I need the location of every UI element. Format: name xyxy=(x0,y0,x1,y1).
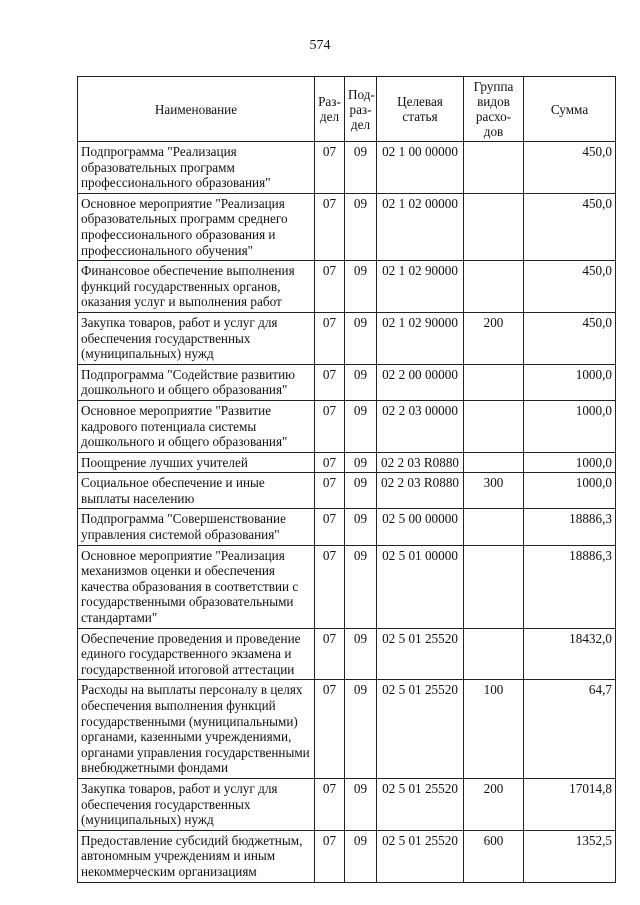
cell-razdel: 07 xyxy=(315,364,345,400)
cell-gruppa: 600 xyxy=(464,830,524,882)
cell-gruppa xyxy=(464,545,524,628)
cell-name: Социальное обеспечение и иные выплаты населению xyxy=(78,473,315,509)
cell-gruppa xyxy=(464,142,524,194)
cell-podrazdel: 09 xyxy=(345,312,377,364)
cell-name: Основное мероприятие "Реализация механизмов оценки и обеспечения качества образования в соответствии с государственными образовательными стандартами" xyxy=(78,545,315,628)
cell-podrazdel: 09 xyxy=(345,680,377,779)
cell-celevaya: 02 5 01 00000 xyxy=(377,545,464,628)
cell-summa: 1000,0 xyxy=(524,473,616,509)
cell-gruppa xyxy=(464,364,524,400)
cell-celevaya: 02 1 02 90000 xyxy=(377,261,464,313)
header-gruppa: Группа видов расхо-дов xyxy=(464,77,524,142)
cell-summa: 450,0 xyxy=(524,142,616,194)
table-row xyxy=(78,830,616,882)
table-row xyxy=(78,545,616,628)
cell-razdel: 07 xyxy=(315,400,345,452)
cell-summa: 18886,3 xyxy=(524,509,616,545)
cell-gruppa xyxy=(464,193,524,260)
cell-razdel: 07 xyxy=(315,312,345,364)
table-header xyxy=(78,77,616,142)
table-row xyxy=(78,628,616,680)
cell-podrazdel: 09 xyxy=(345,400,377,452)
cell-summa: 1000,0 xyxy=(524,400,616,452)
cell-podrazdel: 09 xyxy=(345,473,377,509)
cell-razdel: 07 xyxy=(315,628,345,680)
cell-name: Поощрение лучших учителей xyxy=(78,452,315,473)
cell-razdel: 07 xyxy=(315,142,345,194)
cell-celevaya: 02 5 00 00000 xyxy=(377,509,464,545)
cell-summa: 18886,3 xyxy=(524,545,616,628)
cell-gruppa xyxy=(464,452,524,473)
cell-celevaya: 02 1 02 90000 xyxy=(377,312,464,364)
table-row xyxy=(78,778,616,830)
cell-podrazdel: 09 xyxy=(345,261,377,313)
cell-podrazdel: 09 xyxy=(345,545,377,628)
cell-name: Расходы на выплаты персоналу в целях обеспечения выполнения функций государственными (муниципальными) органами, казенными учреждениями, органами управления государственными внебюджетными фондами xyxy=(78,680,315,779)
cell-razdel: 07 xyxy=(315,545,345,628)
table-row xyxy=(78,452,616,473)
cell-name: Основное мероприятие "Развитие кадрового потенциала системы дошкольного и общего образования" xyxy=(78,400,315,452)
table-row xyxy=(78,680,616,779)
table-row xyxy=(78,261,616,313)
table-row xyxy=(78,473,616,509)
cell-celevaya: 02 2 03 00000 xyxy=(377,400,464,452)
cell-summa: 18432,0 xyxy=(524,628,616,680)
table-row xyxy=(78,142,616,194)
cell-razdel: 07 xyxy=(315,680,345,779)
cell-summa: 1352,5 xyxy=(524,830,616,882)
cell-name: Подпрограмма "Совершенствование управления системой образования" xyxy=(78,509,315,545)
cell-razdel: 07 xyxy=(315,193,345,260)
cell-razdel: 07 xyxy=(315,830,345,882)
cell-celevaya: 02 5 01 25520 xyxy=(377,830,464,882)
cell-podrazdel: 09 xyxy=(345,142,377,194)
cell-summa: 450,0 xyxy=(524,193,616,260)
cell-razdel: 07 xyxy=(315,473,345,509)
cell-podrazdel: 09 xyxy=(345,452,377,473)
cell-celevaya: 02 5 01 25520 xyxy=(377,778,464,830)
header-podrazdel: Под-раз-дел xyxy=(345,77,377,142)
cell-razdel: 07 xyxy=(315,778,345,830)
cell-name: Обеспечение проведения и проведение единого государственного экзамена и государственной итоговой аттестации xyxy=(78,628,315,680)
cell-summa: 1000,0 xyxy=(524,364,616,400)
header-name: Наименование xyxy=(78,77,315,142)
cell-name: Закупка товаров, работ и услуг для обеспечения государственных (муниципальных) нужд xyxy=(78,778,315,830)
table-row xyxy=(78,364,616,400)
cell-gruppa: 300 xyxy=(464,473,524,509)
cell-gruppa xyxy=(464,261,524,313)
cell-podrazdel: 09 xyxy=(345,193,377,260)
header-summa: Сумма xyxy=(524,77,616,142)
cell-podrazdel: 09 xyxy=(345,364,377,400)
table-row xyxy=(78,509,616,545)
table-row xyxy=(78,400,616,452)
cell-podrazdel: 09 xyxy=(345,628,377,680)
cell-summa: 17014,8 xyxy=(524,778,616,830)
cell-celevaya: 02 2 03 R0880 xyxy=(377,473,464,509)
budget-table xyxy=(77,76,616,883)
cell-celevaya: 02 2 00 00000 xyxy=(377,364,464,400)
cell-gruppa xyxy=(464,509,524,545)
cell-name: Подпрограмма "Содействие развитию дошкольного и общего образования" xyxy=(78,364,315,400)
header-razdel: Раз-дел xyxy=(315,77,345,142)
cell-razdel: 07 xyxy=(315,452,345,473)
cell-celevaya: 02 5 01 25520 xyxy=(377,680,464,779)
cell-gruppa: 200 xyxy=(464,312,524,364)
cell-gruppa xyxy=(464,400,524,452)
cell-celevaya: 02 2 03 R0880 xyxy=(377,452,464,473)
cell-name: Финансовое обеспечение выполнения функций государственных органов, оказания услуг и выполнения работ xyxy=(78,261,315,313)
cell-name: Закупка товаров, работ и услуг для обеспечения государственных (муниципальных) нужд xyxy=(78,312,315,364)
cell-name: Подпрограмма "Реализация образовательных программ профессионального образования" xyxy=(78,142,315,194)
table-body xyxy=(78,142,616,883)
cell-celevaya: 02 1 02 00000 xyxy=(377,193,464,260)
cell-summa: 450,0 xyxy=(524,261,616,313)
cell-name: Предоставление субсидий бюджетным, автономным учреждениям и иным некоммерческим организациям xyxy=(78,830,315,882)
header-celevaya: Целевая статья xyxy=(377,77,464,142)
cell-name: Основное мероприятие "Реализация образовательных программ среднего профессионального образования и профессионального обучения" xyxy=(78,193,315,260)
cell-gruppa xyxy=(464,628,524,680)
cell-summa: 64,7 xyxy=(524,680,616,779)
cell-summa: 1000,0 xyxy=(524,452,616,473)
cell-podrazdel: 09 xyxy=(345,509,377,545)
cell-celevaya: 02 1 00 00000 xyxy=(377,142,464,194)
table-row xyxy=(78,312,616,364)
cell-razdel: 07 xyxy=(315,261,345,313)
cell-podrazdel: 09 xyxy=(345,830,377,882)
page-number: 574 xyxy=(309,38,331,53)
cell-razdel: 07 xyxy=(315,509,345,545)
cell-gruppa: 100 xyxy=(464,680,524,779)
table-row xyxy=(78,193,616,260)
cell-gruppa: 200 xyxy=(464,778,524,830)
cell-celevaya: 02 5 01 25520 xyxy=(377,628,464,680)
cell-summa: 450,0 xyxy=(524,312,616,364)
cell-podrazdel: 09 xyxy=(345,778,377,830)
